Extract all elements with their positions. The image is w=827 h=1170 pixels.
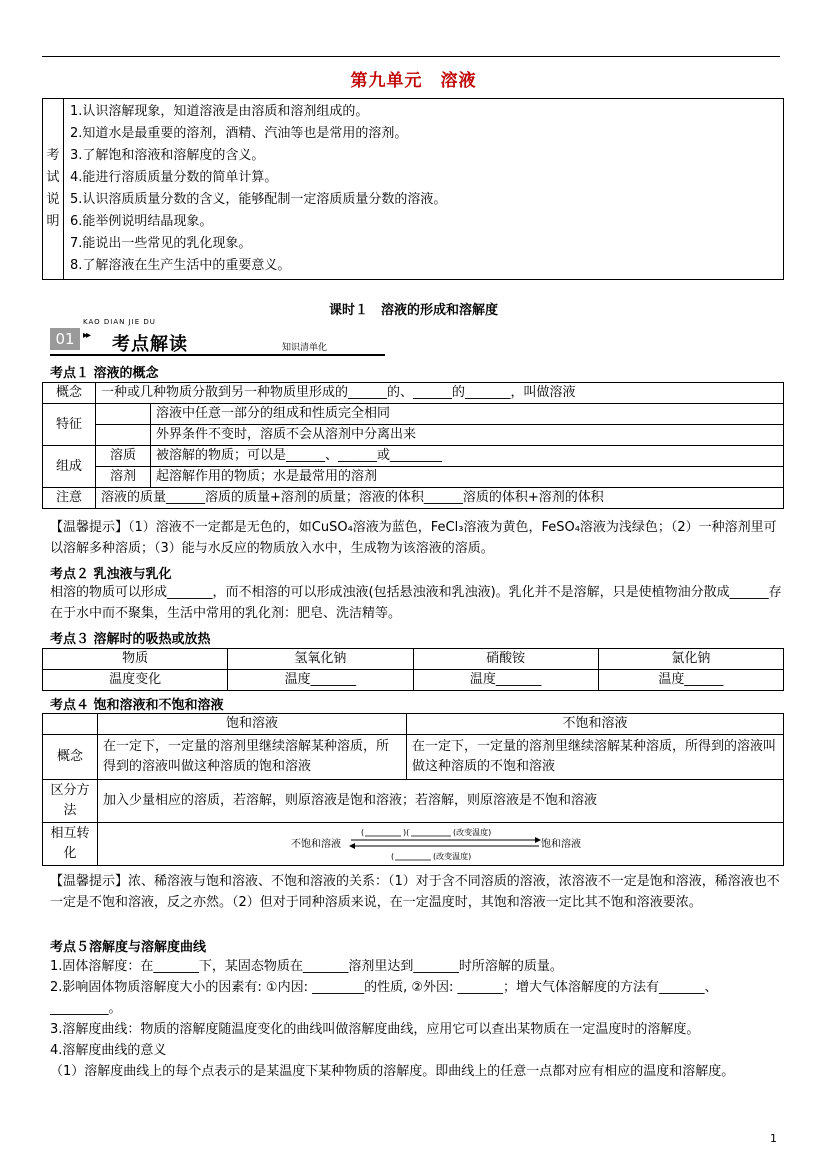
solution-concept-table: 概念 一种或几种物质分散到另一种物质里形成的______的、______的_______，叫做溶液 特征 溶液中任意一部分的组成和性质完全相同 外界条件不变时，溶质不会从溶剂中分离出来 组成 溶质 被溶解的物质；可以是______、______或________ 溶剂 起溶解作用的物质；水是最常用的溶剂 注意 溶液的质量______溶质的质量+溶剂的质量；溶液的体积______溶质的体积+溶剂的体积 (42, 382, 784, 509)
section-banner (50, 318, 385, 356)
svg-text:(: ( (390, 852, 394, 861)
conversion-diagram-cell (98, 823, 784, 866)
diagram-left: 不饱和溶液 (290, 839, 341, 850)
list-item: 1.认识溶解现象，知道溶液是由溶质和溶剂组成的。 (70, 104, 369, 119)
list-item: 6.能举例说明结晶现象。 (70, 214, 213, 229)
k4-tip: 【温馨提示】浓、稀溶液与饱和溶液、不饱和溶液的关系：（1）对于含不同溶质的溶液，浓溶液不一定是饱和溶液，稀溶液也不一定是不饱和溶液，反之亦然。（2）但对于同种溶质来说，在一定温度时，其饱和溶液一定比其不饱和溶液要浓。 (50, 874, 780, 910)
list-item: 3.了解饱和溶液和溶解度的含义。 (70, 148, 265, 163)
list-item: 1.固体溶解度：在_______下，某固态物质在_______溶剂里达到_______时所溶解的质量。 (50, 959, 563, 974)
list-item: 7.能说出一些常见的乳化现象。 (70, 236, 252, 251)
k4-heading: 考点４ 饱和溶液和不饱和溶液 (50, 698, 224, 713)
list-item: 4.溶解度曲线的意义 (50, 1043, 167, 1058)
list-item: 5.认识溶质质量分数的含义，能够配制一定溶质质量分数的溶液。 (70, 192, 447, 207)
banner-title: 考点解读 (112, 334, 188, 355)
diagram-bottom-note: (改变温度) (432, 852, 471, 861)
saturated-table: 饱和溶液 不饱和溶液 概念 在一定下，一定量的溶剂里继续溶解某种溶质，所得到的溶液叫做这种溶质的饱和溶液 在一定下，一定量的溶剂里继续溶解某种溶质，所得到的溶液叫做这种溶质的不饱和溶液 区分方法 加入少量相应的溶质，若溶解，则原溶液是饱和溶液；若溶解，则原溶液是不饱和溶液 相互转化 不饱和溶液 饱和溶液 ( )( (改变温度) ( (改变温度) (42, 713, 784, 866)
k5-body (50, 956, 785, 1082)
k3-heading: 考点３ 溶解时的吸热或放热 (50, 632, 211, 647)
lesson-title: 课时１ 溶液的形成和溶解度 (328, 303, 498, 318)
banner-pinyin: KAO DIAN JIE DU (83, 318, 156, 326)
svg-text:(: ( (360, 828, 364, 837)
conversion-diagram (291, 825, 591, 863)
list-item: 2.知道水是最重要的溶剂，酒精、汽油等也是常用的溶剂。 (70, 126, 408, 141)
heat-table: 物质 氢氧化钠 硝酸铵 氯化钠 温度变化 温度_______ 温度_______ 温度______ (42, 648, 784, 691)
exam-notes-list (64, 99, 784, 280)
banner-rule (50, 354, 385, 356)
banner-number: 01 (50, 328, 80, 350)
list-item: 2.影响固体物质溶解度大小的因素有: ①内因: ________的性质, ②外因: _______；增大气体溶解度的方法有_______、_________。 (50, 980, 718, 1016)
list-item: 3.溶解度曲线：物质的溶解度随温度变化的曲线叫做溶解度曲线，应用它可以查出某物质在一定温度时的溶解度。 (50, 1022, 700, 1037)
list-item: 8.了解溶液在生产生活中的重要意义。 (70, 258, 291, 273)
k1-tip: 【温馨提示】（1）溶液不一定都是无色的，如CuSO₄溶液为蓝色，FeCl₃溶液为黄色，FeSO₄溶液为浅绿色；（2）一种溶剂里可以溶解多种溶质；（3）能与水反应的物质放入水中，生成物为该溶液的溶质。 (50, 520, 777, 556)
svg-text:)(: )( (402, 828, 409, 837)
top-rule (42, 56, 780, 57)
diagram-top-note: (改变温度) (452, 828, 491, 837)
banner-subtitle: 知识清单化 (282, 343, 328, 353)
list-item: （1）溶解度曲线上的每个点表示的是某温度下某种物质的溶解度。即曲线上的任意一点都对应有相应的温度和溶解度。 (50, 1064, 735, 1079)
list-item: 4.能进行溶质质量分数的简单计算。 (70, 170, 278, 185)
diagram-right: 饱和溶液 (540, 839, 581, 850)
k2-text: 相溶的物质可以形成_______，而不相溶的可以形成浊液(包括悬浊液和乳浊液)。乳化并不是溶解，只是使植物油分散成______存在于水中而不聚集，生活中常用的乳化剂：肥皂、洗洁精等。 (50, 585, 782, 621)
k5-heading: 考点５溶解度与溶解度曲线 (50, 940, 207, 955)
exam-notes-label: 考 试 说 明 (43, 99, 64, 280)
page-number: 1 (770, 1132, 777, 1145)
double-arrow-icon: ▸▸ (83, 330, 90, 341)
page-title: 第九单元 溶液 (350, 71, 477, 91)
k1-heading: 考点１ 溶液的概念 (50, 366, 159, 381)
backward-arrow-head (349, 843, 355, 849)
exam-notes-table (42, 98, 784, 280)
k2-heading: 考点２ 乳浊液与乳化 (50, 567, 172, 582)
